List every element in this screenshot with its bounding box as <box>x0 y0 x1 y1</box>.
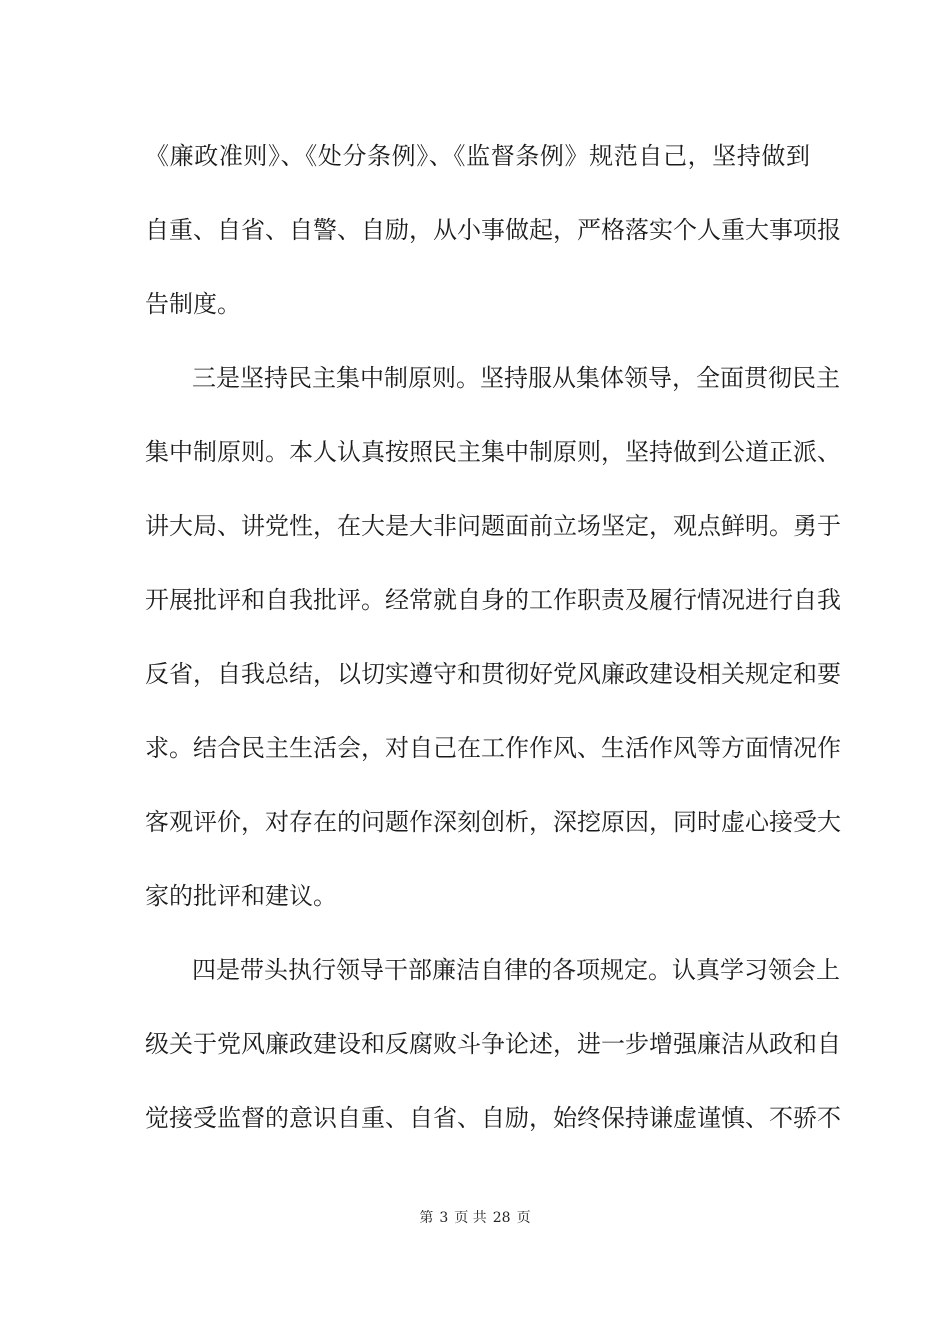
text-line: 集中制原则。本人认真按照民主集中制原则，坚持做到公道正派、 <box>145 438 841 466</box>
text-line: 讲大局、讲党性，在大是大非问题面前立场坚定，观点鲜明。勇于 <box>145 512 841 540</box>
text-line: 客观评价，对存在的问题作深刻创析，深挖原因，同时虚心接受大 <box>145 808 841 836</box>
text-line: 自重、自省、自警、自励，从小事做起，严格落实个人重大事项报 <box>145 216 841 244</box>
text-line: 开展批评和自我批评。经常就自身的工作职责及履行情况进行自我 <box>145 586 841 614</box>
paragraph-start-line: 四是带头执行领导干部廉洁自律的各项规定。认真学习领会上 <box>192 956 840 984</box>
total-pages-number: 28 <box>492 1210 511 1226</box>
footer-suffix: 页 <box>516 1210 531 1226</box>
paragraph-start-line: 三是坚持民主集中制原则。坚持服从集体领导，全面贯彻民主 <box>192 364 840 392</box>
text-line: 求。结合民主生活会，对自己在工作作风、生活作风等方面情况作 <box>145 734 841 762</box>
footer-middle: 页 共 <box>454 1210 487 1226</box>
text-line: 觉接受监督的意识自重、自省、自励，始终保持谦虚谨慎、不骄不 <box>145 1104 841 1132</box>
current-page-number: 3 <box>439 1210 449 1226</box>
footer-prefix: 第 <box>419 1210 434 1226</box>
text-line: 告制度。 <box>145 290 241 318</box>
text-line: 《廉政准则》、《处分条例》、《监督条例》规范自己，坚持做到 <box>145 142 810 170</box>
page-footer <box>0 1208 950 1228</box>
text-line: 家的批评和建议。 <box>145 882 337 910</box>
text-line: 级关于党风廉政建设和反腐败斗争论述，进一步增强廉洁从政和自 <box>145 1030 841 1058</box>
text-line: 反省，自我总结，以切实遵守和贯彻好党风廉政建设相关规定和要 <box>145 660 841 688</box>
